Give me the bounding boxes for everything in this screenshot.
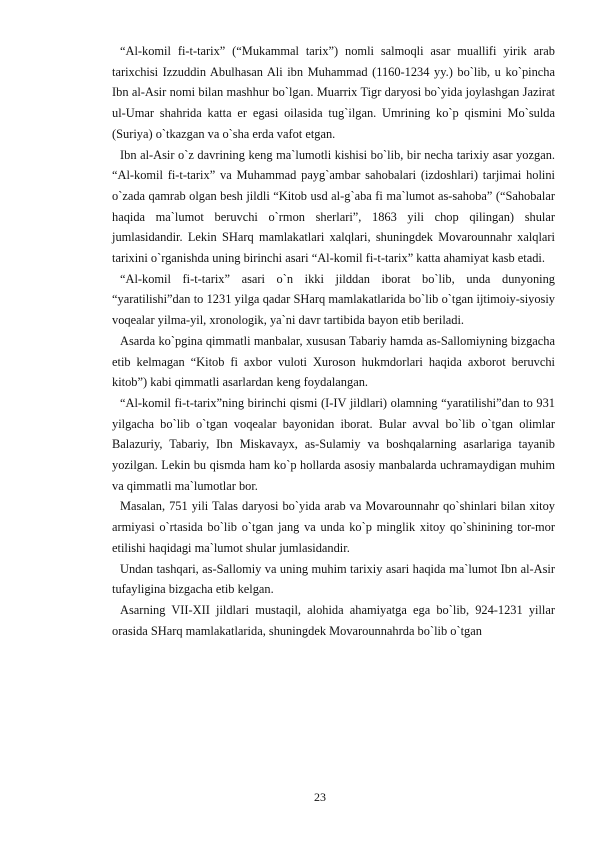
paragraph-6: Masalan, 751 yili Talas daryosi bo`yida arab va Movarounnahr qo`shinlari bilan xitoy armiyasi o`rtasida bo`lib o`tgan jang va unda ko`p minglik xitoy qo`shinining tor-mor etilishi haqidagi ma`lumot shular jumlasidandir. bbox=[112, 499, 555, 555]
paragraph-4: Asarda ko`pgina qimmatli manbalar, xususan Tabariy hamda as-Sallomiyning bizgacha etib kelmagan “Kitob fi axbor vuloti Xuroson hukmdorlari haqida axborot beruvchi kitob”) kabi qimmatli asarlardan keng foydalangan. bbox=[112, 333, 555, 390]
paragraph-3: “Al-komil fi-t-tarix” asari o`n ikki jilddan iborat bo`lib, unda dunyoning “yaratilishi”dan to 1231 yilga qadar SHarq mamlakatlarida bo`lib o`tgan ijtimoiy-siyosiy voqealar yilma-yil, xronologik, ya`ni davr tartibida bayon etib beriladi. bbox=[112, 271, 555, 328]
paragraph-8: Asarning VII-XII jildlari mustaqil, alohida ahamiyatga ega bo`lib, 924-1231 yillar orasida SHarq mamlakatlarida, shuningdek Movarounnahrda bo`lib o`tgan bbox=[112, 602, 555, 638]
paragraph-2: Ibn al-Asir o`z davrining keng ma`lumotli kishisi bo`lib, bir necha tarixiy asar yozgan. “Al-komil fi-t-tarix” va Muhammad payg`ambar sahobalari (izdoshlari) tarjimai holini o`zada qamrab olgan besh jildli “Kitob usd al-g`aba fi ma`lumot as-sahoba” (“Sahobalar haqida ma`lumot beruvchi o`rmon sherlari”, 1863 yili chop qilingan) shular jumlasidandir. Lekin SHarq mamlakatlari xalqlari, shuningdek Movarounnahr xalqlari tarixini o`rganishda uning birinchi asari “Al-komil fi-t-tarix” katta ahamiyat kasb etadi. bbox=[112, 147, 555, 266]
paragraph-7: Undan tashqari, as-Sallomiy va uning muhim tarixiy asari haqida ma`lumot Ibn al-Asir tufayligina bizgacha etib kelgan. bbox=[112, 561, 555, 597]
page-number: 23 bbox=[314, 790, 326, 804]
paragraph-1: “Al-komil fi-t-tarix” (“Mukammal tarix”) nomli salmoqli asar muallifi yirik arab tarixchisi Izzuddin Abulhasan Ali ibn Muhammad (1160-1234 yy.) bo`lib, u ko`pincha Ibn al-Asir nomi bilan mashhur bo`lgan. Muarrix Tigr daryosi bo`yida joylashgan Jazirat ul-Umar shahrida katta er egasi oilasida tug`ilgan. Umrining ko`p qismini Mo`sulda (Suriya) o`tkazgan va o`sha erda vafot etgan. bbox=[112, 44, 555, 141]
paragraph-5: “Al-komil fi-t-tarix”ning birinchi qismi (I-IV jildlari) olamning “yaratilishi”dan to 931 yilgacha bo`lib o`tgan voqealar bayonidan iborat. Bular avval bo`lib o`tgan olimlar Balazuriy, Tabariy, Ibn Miskavayx, as-Sulamiy va boshqalarning asarlariga tayanib yozilgan. Lekin bu qismda ham ko`p hollarda asosiy manbalarda uchramaydigan muhim va qimmatli ma`lumotlar bor. bbox=[112, 395, 555, 493]
body-text bbox=[112, 41, 555, 641]
